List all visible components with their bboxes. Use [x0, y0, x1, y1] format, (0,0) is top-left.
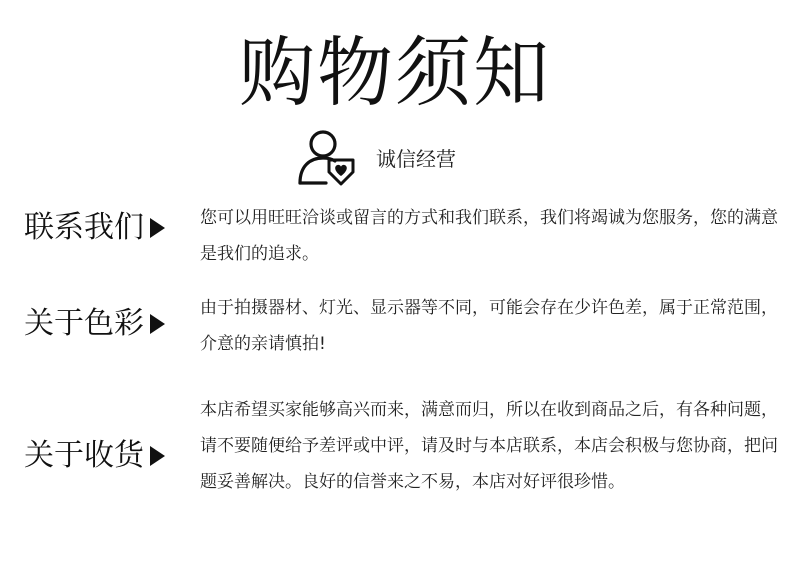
section-title — [24, 436, 165, 476]
section-body: 由于拍摄器材、灯光、显示器等不同，可能会存在少许色差，属于正常范围，介意的亲请慎拍! — [200, 298, 778, 354]
badge-label: 诚信经营 — [376, 146, 456, 171]
section-title-text: 关于收货 — [24, 438, 144, 473]
triangle-right-icon — [150, 218, 165, 238]
integrity-badge — [296, 128, 456, 186]
section-title — [24, 208, 165, 248]
section-title-text: 联系我们 — [24, 210, 144, 245]
triangle-right-icon — [150, 314, 165, 334]
user-heart-icon — [296, 128, 356, 186]
section-body: 本店希望买家能够高兴而来，满意而归，所以在收到商品之后，有各种问题，请不要随便给予差评或中评，请及时与本店联系，本店会积极与您协商，把问题妥善解决。良好的信誉来之不易，本店对好评很珍惜。 — [200, 400, 778, 492]
section-title-text: 关于色彩 — [24, 306, 144, 341]
section-title — [24, 304, 165, 344]
triangle-right-icon — [150, 446, 165, 466]
section-body: 您可以用旺旺洽谈或留言的方式和我们联系，我们将竭诚为您服务，您的满意是我们的追求。 — [200, 208, 778, 264]
page-title: 购物须知 — [239, 28, 551, 117]
